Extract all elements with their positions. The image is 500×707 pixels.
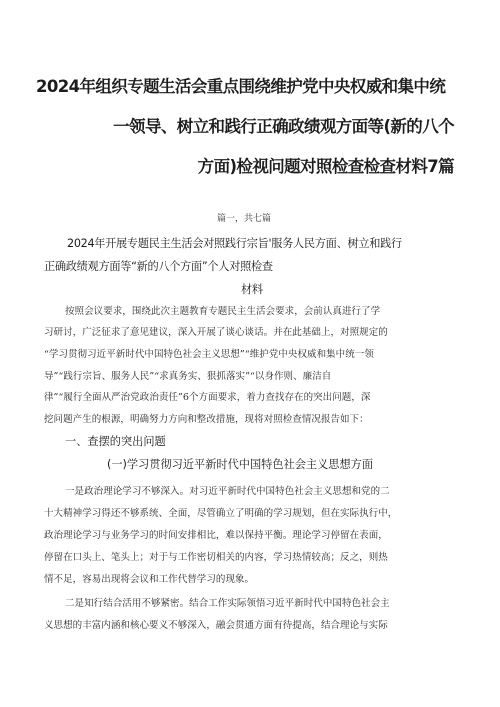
problem-paragraph-line: 情不足，容易出现将会议和工作代替学习的现象。 — [44, 574, 255, 585]
problem-paragraph-line: 义思想的丰富内涵和核心要义不够深入，融会贯通方面有待提高，结合理论与实际 — [44, 620, 388, 631]
intro-paragraph-line: 按照会议要求，围绕此次主题教育专题民主生活会要求，会前认真进行了学 — [65, 306, 381, 317]
problem-paragraph-line: 一是政治理论学习不够深入。对习近平新时代中国特色社会主义思想和党的二 — [65, 486, 390, 497]
intro-paragraph-line: “学习贯彻习近平新时代中国特色社会主义思想”“维护党中央权威和集中统一领 — [44, 349, 374, 360]
problem-paragraph-line: 停留在口头上、笔头上；对于与工作密切相关的内容，学习热情较高；反之，则热 — [44, 552, 388, 563]
article-heading-line-2: 正确政绩观方面等“新的八个方面”个人对照检查 — [44, 260, 273, 273]
problem-paragraph-line: 二是知行结合活用不够紧密。结合工作实际领悟习近平新时代中国特色社会主 — [65, 598, 390, 609]
document-title-line-2: 一领导、树立和践行正确政绩观方面等(新的八个 — [113, 117, 454, 136]
intro-paragraph-line: 导”“践行宗旨、服务人民”“求真务实、狠抓落实”“以身作则、廉洁自 — [44, 371, 332, 382]
problem-paragraph-line: 十大精神学习得还不够系统、全面，尽管确立了明确的学习规划，但在实际执行中， — [44, 508, 398, 519]
article-heading-line-3: 材料 — [241, 283, 263, 296]
subsection-title: (一)学习贯彻习近平新时代中国特色社会主义思想方面 — [107, 458, 374, 471]
intro-paragraph-line: 律”“履行全面从严治党政治责任”6个方面要求，着力查找存在的突出问题，深 — [44, 392, 371, 403]
section-title: 一、查摆的突出问题 — [65, 435, 166, 448]
document-title-line-3: 方面)检视问题对照检查检查材料7篇 — [197, 157, 454, 176]
document-title-line-1: 2024年组织专题生活会重点围绕维护党中央权威和集中统 — [36, 77, 446, 96]
article-index: 篇一，共七篇 — [217, 214, 272, 224]
intro-paragraph-line: 挖问题产生的根源，明确努力方向和整改措施，现将对照检查情况报告如下： — [44, 414, 369, 425]
intro-paragraph-line: 习研讨，广泛征求了意见建议，深入开展了谈心谈话。并在此基础上，对照规定的 — [44, 327, 388, 338]
problem-paragraph-line: 政治理论学习与业务学习的时间安排相比，难以保持平衡。理论学习停留在表面， — [44, 530, 388, 541]
article-heading-line-1: 2024年开展专题民主生活会对照践行宗旨'服务人民方面、树立和践行 — [67, 237, 402, 250]
